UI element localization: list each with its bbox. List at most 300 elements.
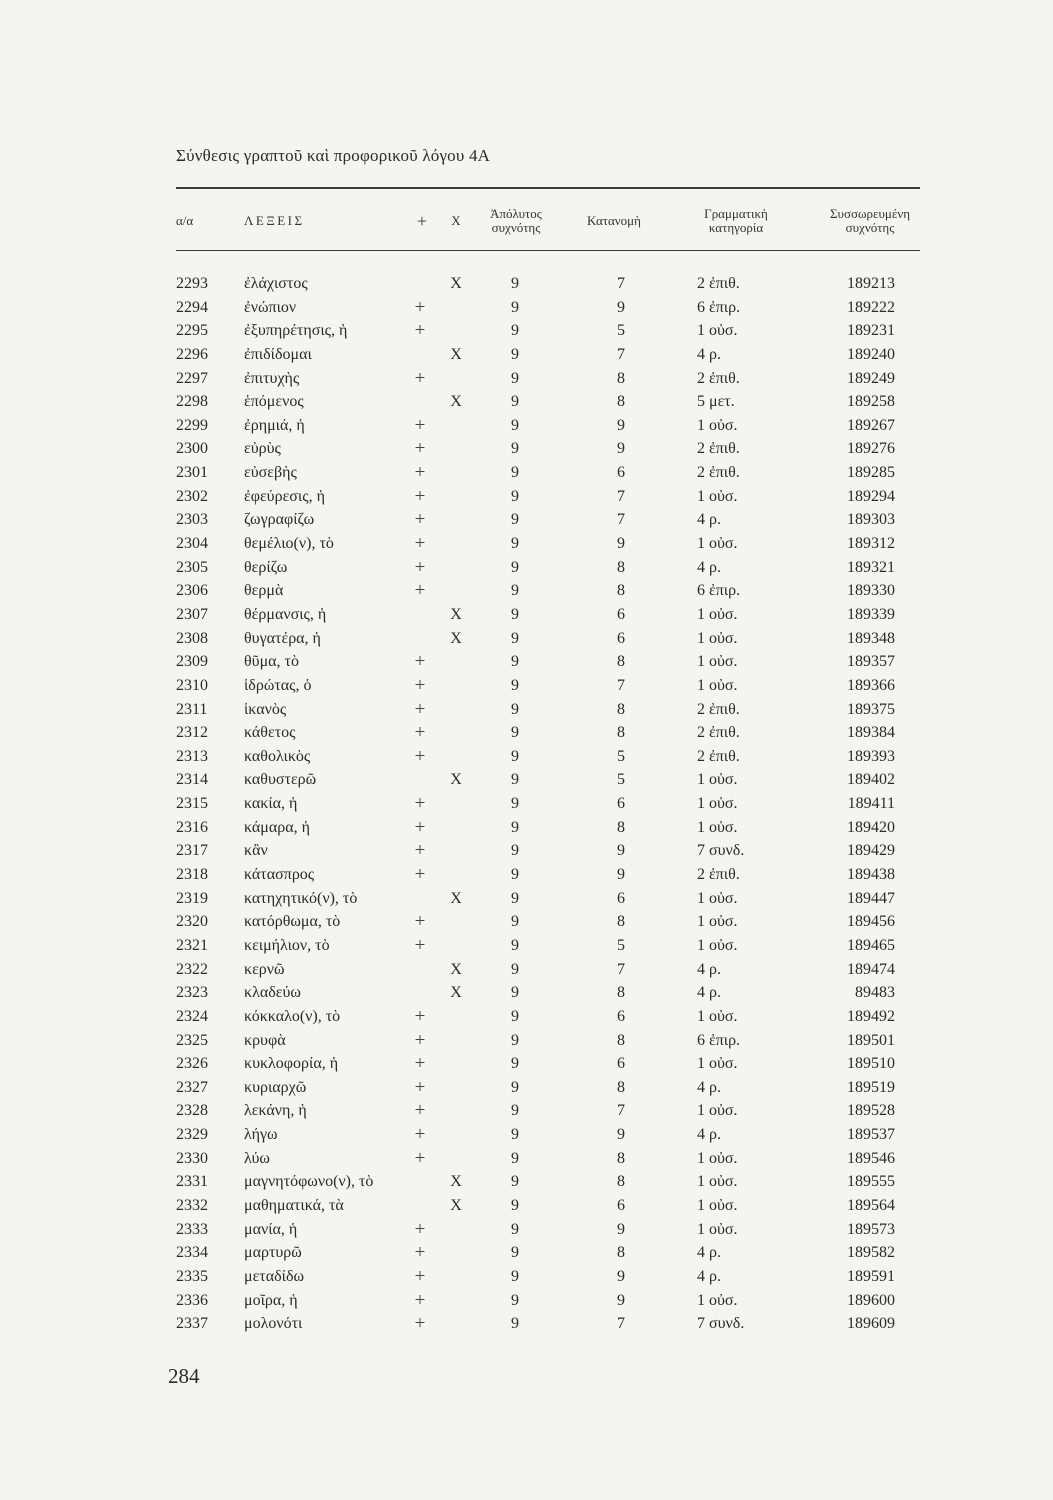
entry-x-mark: Χ (450, 771, 462, 789)
entry-grammar-category: 2 ἐπιθ. (697, 440, 740, 458)
entry-grammar-category: 2 ἐπιθ. (697, 866, 740, 884)
table-row (0, 981, 1053, 1005)
entry-word: ἐλάχιστος (244, 275, 308, 292)
entry-plus-mark: + (414, 580, 426, 602)
header-cumulative-frequency-line2: συχνότης (845, 220, 895, 235)
entry-plus-mark: + (414, 367, 426, 389)
entry-word: κακία, ἡ (244, 795, 298, 813)
entry-number: 2302 (176, 487, 208, 505)
header-distribution: Κατανομὴ (587, 213, 641, 228)
entry-distribution: 9 (617, 440, 625, 458)
entry-absolute-frequency: 9 (511, 464, 519, 482)
table-header-rule (176, 250, 920, 251)
entry-grammar-category: 1 οὐσ. (697, 535, 738, 553)
entry-distribution: 8 (617, 984, 625, 1002)
entry-number: 2336 (176, 1291, 208, 1309)
entry-absolute-frequency: 9 (511, 298, 519, 316)
entry-distribution: 5 (617, 747, 625, 765)
entry-grammar-category: 4 ρ. (697, 558, 721, 576)
entry-absolute-frequency: 9 (511, 1244, 519, 1262)
table-row (0, 272, 1053, 296)
entry-absolute-frequency: 9 (511, 322, 519, 340)
entry-word: κατηχητικό(ν), τὸ (244, 889, 358, 907)
entry-grammar-category: 2 ἐπιθ. (697, 275, 740, 292)
entry-x-mark: Χ (450, 889, 462, 907)
entry-word: θερμὰ (244, 582, 284, 600)
entry-distribution: 7 (617, 676, 625, 694)
entry-distribution: 6 (617, 889, 625, 907)
entry-word: μολονότι (244, 1315, 303, 1333)
entry-x-mark: Χ (450, 275, 462, 292)
entry-cumulative-frequency: 189339 (847, 605, 895, 623)
entry-number: 2298 (176, 393, 208, 411)
entry-cumulative-frequency: 189429 (847, 842, 895, 860)
entry-distribution: 9 (617, 866, 625, 884)
entry-grammar-category: 1 οὐσ. (697, 322, 738, 340)
entry-x-mark: Χ (450, 1196, 462, 1214)
entry-x-mark: Χ (450, 393, 462, 411)
entry-cumulative-frequency: 189510 (847, 1055, 895, 1073)
entry-cumulative-frequency: 189456 (847, 913, 895, 931)
entry-word: κειμήλιον, τὸ (244, 936, 330, 954)
entry-number: 2297 (176, 369, 208, 387)
entry-number: 2293 (176, 275, 208, 292)
entry-absolute-frequency: 9 (511, 842, 519, 860)
page-number: 284 (168, 1364, 200, 1388)
entry-distribution: 7 (617, 511, 625, 529)
entry-absolute-frequency: 9 (511, 818, 519, 836)
entry-cumulative-frequency: 189312 (847, 535, 895, 553)
entry-distribution: 8 (617, 913, 625, 931)
entry-plus-mark: + (414, 722, 426, 744)
entry-cumulative-frequency: 189294 (847, 487, 895, 505)
entry-word: καθολικὸς (244, 747, 311, 765)
entry-grammar-category: 1 οὐσ. (697, 818, 738, 836)
entry-word: θῦμα, τὸ (244, 653, 299, 671)
entry-word: ἐπιδίδομαι (244, 345, 312, 363)
entry-cumulative-frequency: 189366 (847, 676, 895, 694)
entry-cumulative-frequency: 189348 (847, 629, 895, 647)
entry-number: 2320 (176, 913, 208, 931)
entry-distribution: 7 (617, 1102, 625, 1120)
entry-cumulative-frequency: 189402 (847, 771, 895, 789)
entry-number: 2310 (176, 676, 208, 694)
entry-number: 2329 (176, 1126, 208, 1144)
entry-cumulative-frequency: 189546 (847, 1149, 895, 1167)
entry-word: κερνῶ (244, 960, 285, 978)
entry-grammar-category: 4 ρ. (697, 345, 721, 363)
entry-cumulative-frequency: 189258 (847, 393, 895, 411)
page-title: Σύνθεσις γραπτοῦ καὶ προφορικοῦ λόγου 4Α (176, 146, 491, 165)
entry-cumulative-frequency: 189501 (847, 1031, 895, 1049)
entry-word: κόκκαλο(ν), τὸ (244, 1007, 341, 1025)
entry-absolute-frequency: 9 (511, 1102, 519, 1120)
entry-plus-mark: + (414, 911, 426, 933)
entry-number: 2337 (176, 1315, 208, 1333)
entry-distribution: 7 (617, 960, 625, 978)
entry-distribution: 9 (617, 416, 625, 434)
entry-cumulative-frequency: 189393 (847, 747, 895, 765)
entry-plus-mark: + (414, 698, 426, 720)
table-row (0, 485, 1053, 509)
entry-word: κάμαρα, ἡ (244, 818, 310, 836)
entry-cumulative-frequency: 189537 (847, 1126, 895, 1144)
entry-number: 2322 (176, 960, 208, 978)
entry-cumulative-frequency: 189222 (847, 298, 895, 316)
entry-cumulative-frequency: 189582 (847, 1244, 895, 1262)
entry-word: λήγω (244, 1126, 278, 1144)
table-row (0, 603, 1053, 627)
table-row (0, 1312, 1053, 1336)
table-top-rule (176, 187, 920, 189)
entry-word: μοῖρα, ἡ (244, 1291, 298, 1309)
entry-absolute-frequency: 9 (511, 1078, 519, 1096)
entry-word: θέρμανσις, ἡ (244, 605, 327, 623)
table-row (0, 768, 1053, 792)
entry-absolute-frequency: 9 (511, 1173, 519, 1191)
entry-number: 2316 (176, 818, 208, 836)
entry-plus-mark: + (414, 320, 426, 342)
entry-number: 2331 (176, 1173, 208, 1191)
entry-grammar-category: 1 οὐσ. (697, 653, 738, 671)
entry-number: 2307 (176, 605, 208, 623)
entry-distribution: 6 (617, 464, 625, 482)
entry-number: 2326 (176, 1055, 208, 1073)
entry-plus-mark: + (414, 556, 426, 578)
entry-grammar-category: 2 ἐπιθ. (697, 700, 740, 718)
entry-plus-mark: + (414, 1218, 426, 1240)
entry-grammar-category: 1 οὐσ. (697, 795, 738, 813)
entry-grammar-category: 1 οὐσ. (697, 1220, 738, 1238)
entry-absolute-frequency: 9 (511, 1031, 519, 1049)
table-row (0, 1099, 1053, 1123)
table-row (0, 792, 1053, 816)
entry-grammar-category: 1 οὐσ. (697, 936, 738, 954)
table-row (0, 721, 1053, 745)
table-row (0, 1265, 1053, 1289)
entry-grammar-category: 1 οὐσ. (697, 771, 738, 789)
table-row (0, 1076, 1053, 1100)
header-grammar-category-line2: κατηγορία (708, 220, 764, 235)
entry-number: 2304 (176, 535, 208, 553)
entry-cumulative-frequency: 189303 (847, 511, 895, 529)
entry-number: 2303 (176, 511, 208, 529)
entry-absolute-frequency: 9 (511, 440, 519, 458)
table-row (0, 1052, 1053, 1076)
entry-word: ζωγραφίζω (244, 511, 315, 529)
table-row (0, 319, 1053, 343)
entry-distribution: 6 (617, 629, 625, 647)
entry-word: κἂν (244, 842, 268, 860)
entry-plus-mark: + (414, 296, 426, 318)
entry-plus-mark: + (414, 1265, 426, 1287)
entry-absolute-frequency: 9 (511, 535, 519, 553)
entry-grammar-category: 1 οὐσ. (697, 1196, 738, 1214)
table-row (0, 934, 1053, 958)
header-absolute-frequency-line2: συχνότης (491, 220, 541, 235)
entry-distribution: 8 (617, 1149, 625, 1167)
table-row (0, 579, 1053, 603)
entry-grammar-category: 5 μετ. (697, 393, 735, 411)
entry-word: ἱδρώτας, ὁ (244, 676, 312, 694)
entry-absolute-frequency: 9 (511, 393, 519, 411)
entry-word: καθυστερῶ (244, 771, 317, 789)
table-row (0, 1005, 1053, 1029)
entry-plus-mark: + (414, 1100, 426, 1122)
entry-number: 2295 (176, 322, 208, 340)
entry-number: 2308 (176, 629, 208, 647)
entry-grammar-category: 1 οὐσ. (697, 676, 738, 694)
entry-distribution: 5 (617, 771, 625, 789)
entry-cumulative-frequency: 189519 (847, 1078, 895, 1096)
entry-number: 2296 (176, 345, 208, 363)
entry-distribution: 5 (617, 936, 625, 954)
entry-number: 2306 (176, 582, 208, 600)
entry-cumulative-frequency: 189213 (847, 275, 895, 292)
table-row (0, 816, 1053, 840)
table-row (0, 556, 1053, 580)
entry-grammar-category: 4 ρ. (697, 1078, 721, 1096)
table-row (0, 1170, 1053, 1194)
entry-cumulative-frequency: 189249 (847, 369, 895, 387)
entry-x-mark: Χ (450, 1173, 462, 1191)
table-row (0, 296, 1053, 320)
entry-absolute-frequency: 9 (511, 1220, 519, 1238)
entry-absolute-frequency: 9 (511, 1149, 519, 1167)
entry-word: μανία, ἡ (244, 1220, 298, 1238)
entry-cumulative-frequency: 189528 (847, 1102, 895, 1120)
entry-absolute-frequency: 9 (511, 913, 519, 931)
entry-distribution: 9 (617, 298, 625, 316)
entry-plus-mark: + (414, 934, 426, 956)
entry-absolute-frequency: 9 (511, 747, 519, 765)
entry-plus-mark: + (414, 793, 426, 815)
table-row (0, 839, 1053, 863)
entry-grammar-category: 1 οὐσ. (697, 1149, 738, 1167)
table-row (0, 1218, 1053, 1242)
entry-number: 2330 (176, 1149, 208, 1167)
entry-word: μαγνητόφωνο(ν), τὸ (244, 1173, 374, 1191)
entry-distribution: 9 (617, 535, 625, 553)
table-row (0, 698, 1053, 722)
entry-absolute-frequency: 9 (511, 795, 519, 813)
entry-word: μεταδίδω (244, 1267, 305, 1285)
entry-absolute-frequency: 9 (511, 960, 519, 978)
entry-number: 2327 (176, 1078, 208, 1096)
entry-number: 2323 (176, 984, 208, 1002)
table-row (0, 958, 1053, 982)
entry-grammar-category: 1 οὐσ. (697, 889, 738, 907)
table-row (0, 1241, 1053, 1265)
entry-absolute-frequency: 9 (511, 582, 519, 600)
entry-number: 2324 (176, 1007, 208, 1025)
header-x: Χ (451, 213, 461, 228)
entry-distribution: 8 (617, 1031, 625, 1049)
entry-word: ἐρημιά, ἡ (244, 416, 305, 434)
header-num: α/α (176, 213, 194, 228)
entry-word: θυγατέρα, ἡ (244, 629, 321, 647)
entry-absolute-frequency: 9 (511, 1315, 519, 1333)
entry-plus-mark: + (414, 414, 426, 436)
header-cumulative-frequency (812, 200, 928, 242)
entry-grammar-category: 1 οὐσ. (697, 1055, 738, 1073)
entry-number: 2305 (176, 558, 208, 576)
entry-number: 2333 (176, 1220, 208, 1238)
entry-distribution: 8 (617, 818, 625, 836)
entry-word: κυριαρχῶ (244, 1078, 307, 1096)
entry-cumulative-frequency: 189375 (847, 700, 895, 718)
entry-absolute-frequency: 9 (511, 511, 519, 529)
entry-distribution: 8 (617, 653, 625, 671)
entry-word: ἐπιτυχὴς (244, 369, 300, 387)
entry-distribution: 8 (617, 1173, 625, 1191)
entry-absolute-frequency: 9 (511, 889, 519, 907)
entry-cumulative-frequency: 189285 (847, 464, 895, 482)
entry-absolute-frequency: 9 (511, 1007, 519, 1025)
table-row (0, 343, 1053, 367)
entry-cumulative-frequency: 189609 (847, 1315, 895, 1333)
entry-distribution: 8 (617, 393, 625, 411)
entry-distribution: 8 (617, 369, 625, 387)
entry-distribution: 6 (617, 795, 625, 813)
entry-number: 2312 (176, 724, 208, 742)
entry-word: ἐνώπιον (244, 298, 297, 316)
entry-plus-mark: + (414, 1313, 426, 1335)
entry-distribution: 8 (617, 724, 625, 742)
entry-grammar-category: 4 ρ. (697, 1126, 721, 1144)
entry-absolute-frequency: 9 (511, 558, 519, 576)
entry-cumulative-frequency: 189492 (847, 1007, 895, 1025)
entry-cumulative-frequency: 189321 (847, 558, 895, 576)
entry-grammar-category: 4 ρ. (697, 1244, 721, 1262)
entry-number: 2311 (176, 700, 208, 718)
entry-x-mark: Χ (450, 629, 462, 647)
entry-plus-mark: + (414, 462, 426, 484)
entry-cumulative-frequency: 189357 (847, 653, 895, 671)
header-plus: + (416, 211, 428, 231)
entry-distribution: 8 (617, 1078, 625, 1096)
entry-absolute-frequency: 9 (511, 345, 519, 363)
entry-grammar-category: 1 οὐσ. (697, 629, 738, 647)
entry-number: 2317 (176, 842, 208, 860)
entry-plus-mark: + (414, 1029, 426, 1051)
entry-distribution: 8 (617, 1244, 625, 1262)
entry-absolute-frequency: 9 (511, 724, 519, 742)
entry-grammar-category: 1 οὐσ. (697, 1291, 738, 1309)
entry-plus-mark: + (414, 509, 426, 531)
entry-x-mark: Χ (450, 960, 462, 978)
entry-distribution: 7 (617, 275, 625, 292)
entry-grammar-category: 1 οὐσ. (697, 605, 738, 623)
entry-distribution: 7 (617, 345, 625, 363)
entry-word: λεκάνη, ἡ (244, 1102, 307, 1120)
entry-number: 2315 (176, 795, 208, 813)
entry-word: κυκλοφορία, ἡ (244, 1055, 339, 1073)
entry-grammar-category: 4 ρ. (697, 1267, 721, 1285)
entry-number: 2313 (176, 747, 208, 765)
table-row (0, 910, 1053, 934)
table-row (0, 390, 1053, 414)
header-cumulative-frequency-line1: Συσσωρευμένη (829, 206, 911, 221)
entry-grammar-category: 4 ρ. (697, 984, 721, 1002)
entry-word: εὐρὺς (244, 440, 281, 458)
entry-distribution: 6 (617, 1007, 625, 1025)
entry-cumulative-frequency: 189231 (847, 322, 895, 340)
entry-number: 2325 (176, 1031, 208, 1049)
entry-number: 2314 (176, 771, 208, 789)
entry-grammar-category: 4 ρ. (697, 511, 721, 529)
entry-distribution: 5 (617, 322, 625, 340)
table-body (0, 272, 1053, 1336)
entry-word: κάτασπρος (244, 866, 315, 884)
table-row (0, 627, 1053, 651)
table-row (0, 887, 1053, 911)
table-row (0, 863, 1053, 887)
entry-absolute-frequency: 9 (511, 275, 519, 292)
entry-word: κρυφὰ (244, 1031, 286, 1049)
entry-plus-mark: + (414, 1242, 426, 1264)
table-row (0, 1194, 1053, 1218)
entry-word: λύω (244, 1149, 270, 1167)
entry-cumulative-frequency: 189267 (847, 416, 895, 434)
entry-number: 2294 (176, 298, 208, 316)
table-row (0, 532, 1053, 556)
entry-cumulative-frequency: 189420 (847, 818, 895, 836)
entry-cumulative-frequency: 189555 (847, 1173, 895, 1191)
entry-plus-mark: + (414, 1124, 426, 1146)
entry-distribution: 7 (617, 487, 625, 505)
table-row (0, 508, 1053, 532)
entry-plus-mark: + (414, 840, 426, 862)
entry-distribution: 9 (617, 1220, 625, 1238)
entry-cumulative-frequency: 189564 (847, 1196, 895, 1214)
entry-number: 2335 (176, 1267, 208, 1285)
entry-distribution: 8 (617, 558, 625, 576)
entry-word: θερίζω (244, 558, 288, 576)
entry-number: 2309 (176, 653, 208, 671)
table-row (0, 1123, 1053, 1147)
entry-distribution: 6 (617, 1196, 625, 1214)
entry-absolute-frequency: 9 (511, 866, 519, 884)
entry-cumulative-frequency: 189438 (847, 866, 895, 884)
entry-absolute-frequency: 9 (511, 653, 519, 671)
table-row (0, 674, 1053, 698)
entry-number: 2318 (176, 866, 208, 884)
entry-absolute-frequency: 9 (511, 416, 519, 434)
entry-cumulative-frequency: 189573 (847, 1220, 895, 1238)
entry-distribution: 8 (617, 582, 625, 600)
entry-number: 2319 (176, 889, 208, 907)
entry-cumulative-frequency: 189465 (847, 936, 895, 954)
header-grammar-category-line1: Γραμματικὴ (704, 206, 768, 221)
entry-absolute-frequency: 9 (511, 984, 519, 1002)
entry-word: ἱκανὸς (244, 700, 287, 718)
entry-word: μαθηματικά, τὰ (244, 1196, 344, 1214)
entry-plus-mark: + (414, 1053, 426, 1075)
entry-absolute-frequency: 9 (511, 676, 519, 694)
entry-cumulative-frequency: 189474 (847, 960, 895, 978)
entry-word: θεμέλιο(ν), τὸ (244, 535, 334, 553)
entry-absolute-frequency: 9 (511, 1055, 519, 1073)
entry-distribution: 9 (617, 842, 625, 860)
entry-x-mark: Χ (450, 345, 462, 363)
header-absolute-frequency (474, 200, 558, 242)
entry-grammar-category: 1 οὐσ. (697, 1102, 738, 1120)
entry-distribution: 7 (617, 1315, 625, 1333)
entry-plus-mark: + (414, 1076, 426, 1098)
entry-word: ἐφεύρεσις, ἡ (244, 487, 325, 505)
entry-grammar-category: 2 ἐπιθ. (697, 464, 740, 482)
